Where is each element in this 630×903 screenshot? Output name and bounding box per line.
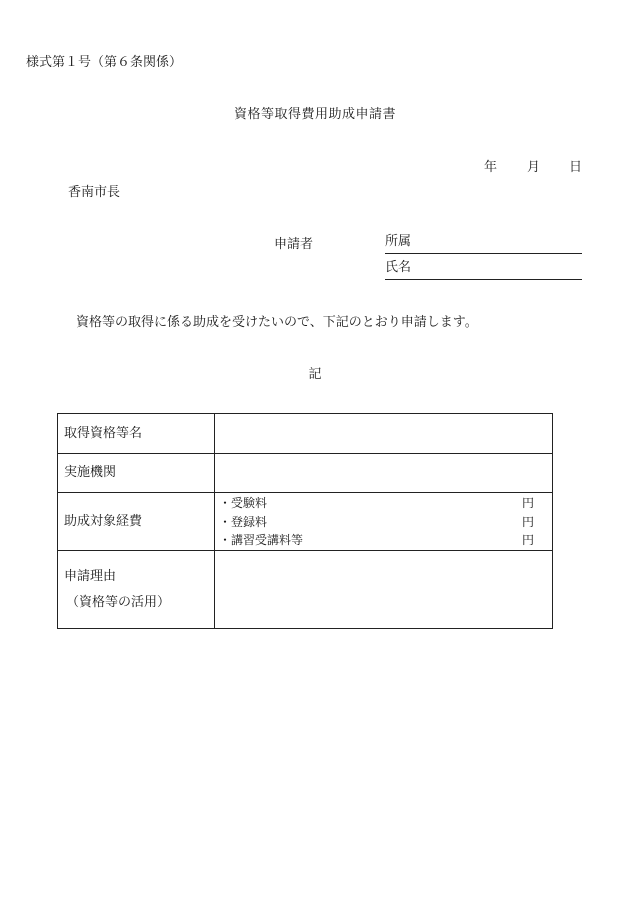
date-month-label: 月 <box>527 160 541 175</box>
qualification-name-label <box>58 414 215 453</box>
table-row-qualification <box>58 414 552 454</box>
table-row-institution <box>58 454 552 493</box>
expense-label <box>58 493 215 550</box>
affiliation-label: 所属 <box>385 234 412 249</box>
recipient: 香南市長 <box>68 185 121 200</box>
expense-field[interactable] <box>215 493 552 550</box>
yen-unit: 円 <box>521 496 534 510</box>
application-statement: 資格等の取得に係る助成を受けたいので、下記のとおり申請します。 <box>76 315 478 330</box>
date-day-label: 日 <box>569 160 583 175</box>
qualification-name-field[interactable] <box>215 414 552 453</box>
reason-field[interactable] <box>215 551 552 628</box>
institution-field[interactable] <box>215 454 552 492</box>
table-row-reason <box>58 551 552 628</box>
applicant-label: 申請者 <box>274 237 314 252</box>
reason-label <box>58 551 215 628</box>
table-row-expenses <box>58 493 552 551</box>
reason-sublabel-text: （資格等の活用） <box>66 594 171 610</box>
application-table <box>57 413 553 629</box>
date-year-label: 年 <box>484 160 498 175</box>
date-row <box>0 161 630 177</box>
qualification-name-label-text: 取得資格等名 <box>64 425 143 441</box>
expense-item-exam-fee[interactable] <box>219 496 534 511</box>
yen-unit: 円 <box>521 533 534 547</box>
expense-item-name: ・講習受講料等 <box>219 533 304 547</box>
affiliation-field[interactable] <box>385 235 582 254</box>
name-field[interactable] <box>385 261 582 280</box>
expense-item-course-fee[interactable] <box>219 533 534 548</box>
institution-label <box>58 454 215 492</box>
yen-unit: 円 <box>521 515 534 529</box>
form-number: 様式第１号（第６条関係） <box>26 55 183 70</box>
institution-label-text: 実施機関 <box>64 465 117 481</box>
document-title: 資格等取得費用助成申請書 <box>233 107 396 122</box>
name-label: 氏名 <box>385 260 412 275</box>
reason-label-text: 申請理由 <box>64 568 117 584</box>
expense-label-text: 助成対象経費 <box>64 513 143 529</box>
expense-item-name: ・受験料 <box>219 496 268 510</box>
expense-item-name: ・登録料 <box>219 515 268 529</box>
expense-item-registration-fee[interactable] <box>219 515 534 530</box>
ki-heading: 記 <box>308 367 322 382</box>
